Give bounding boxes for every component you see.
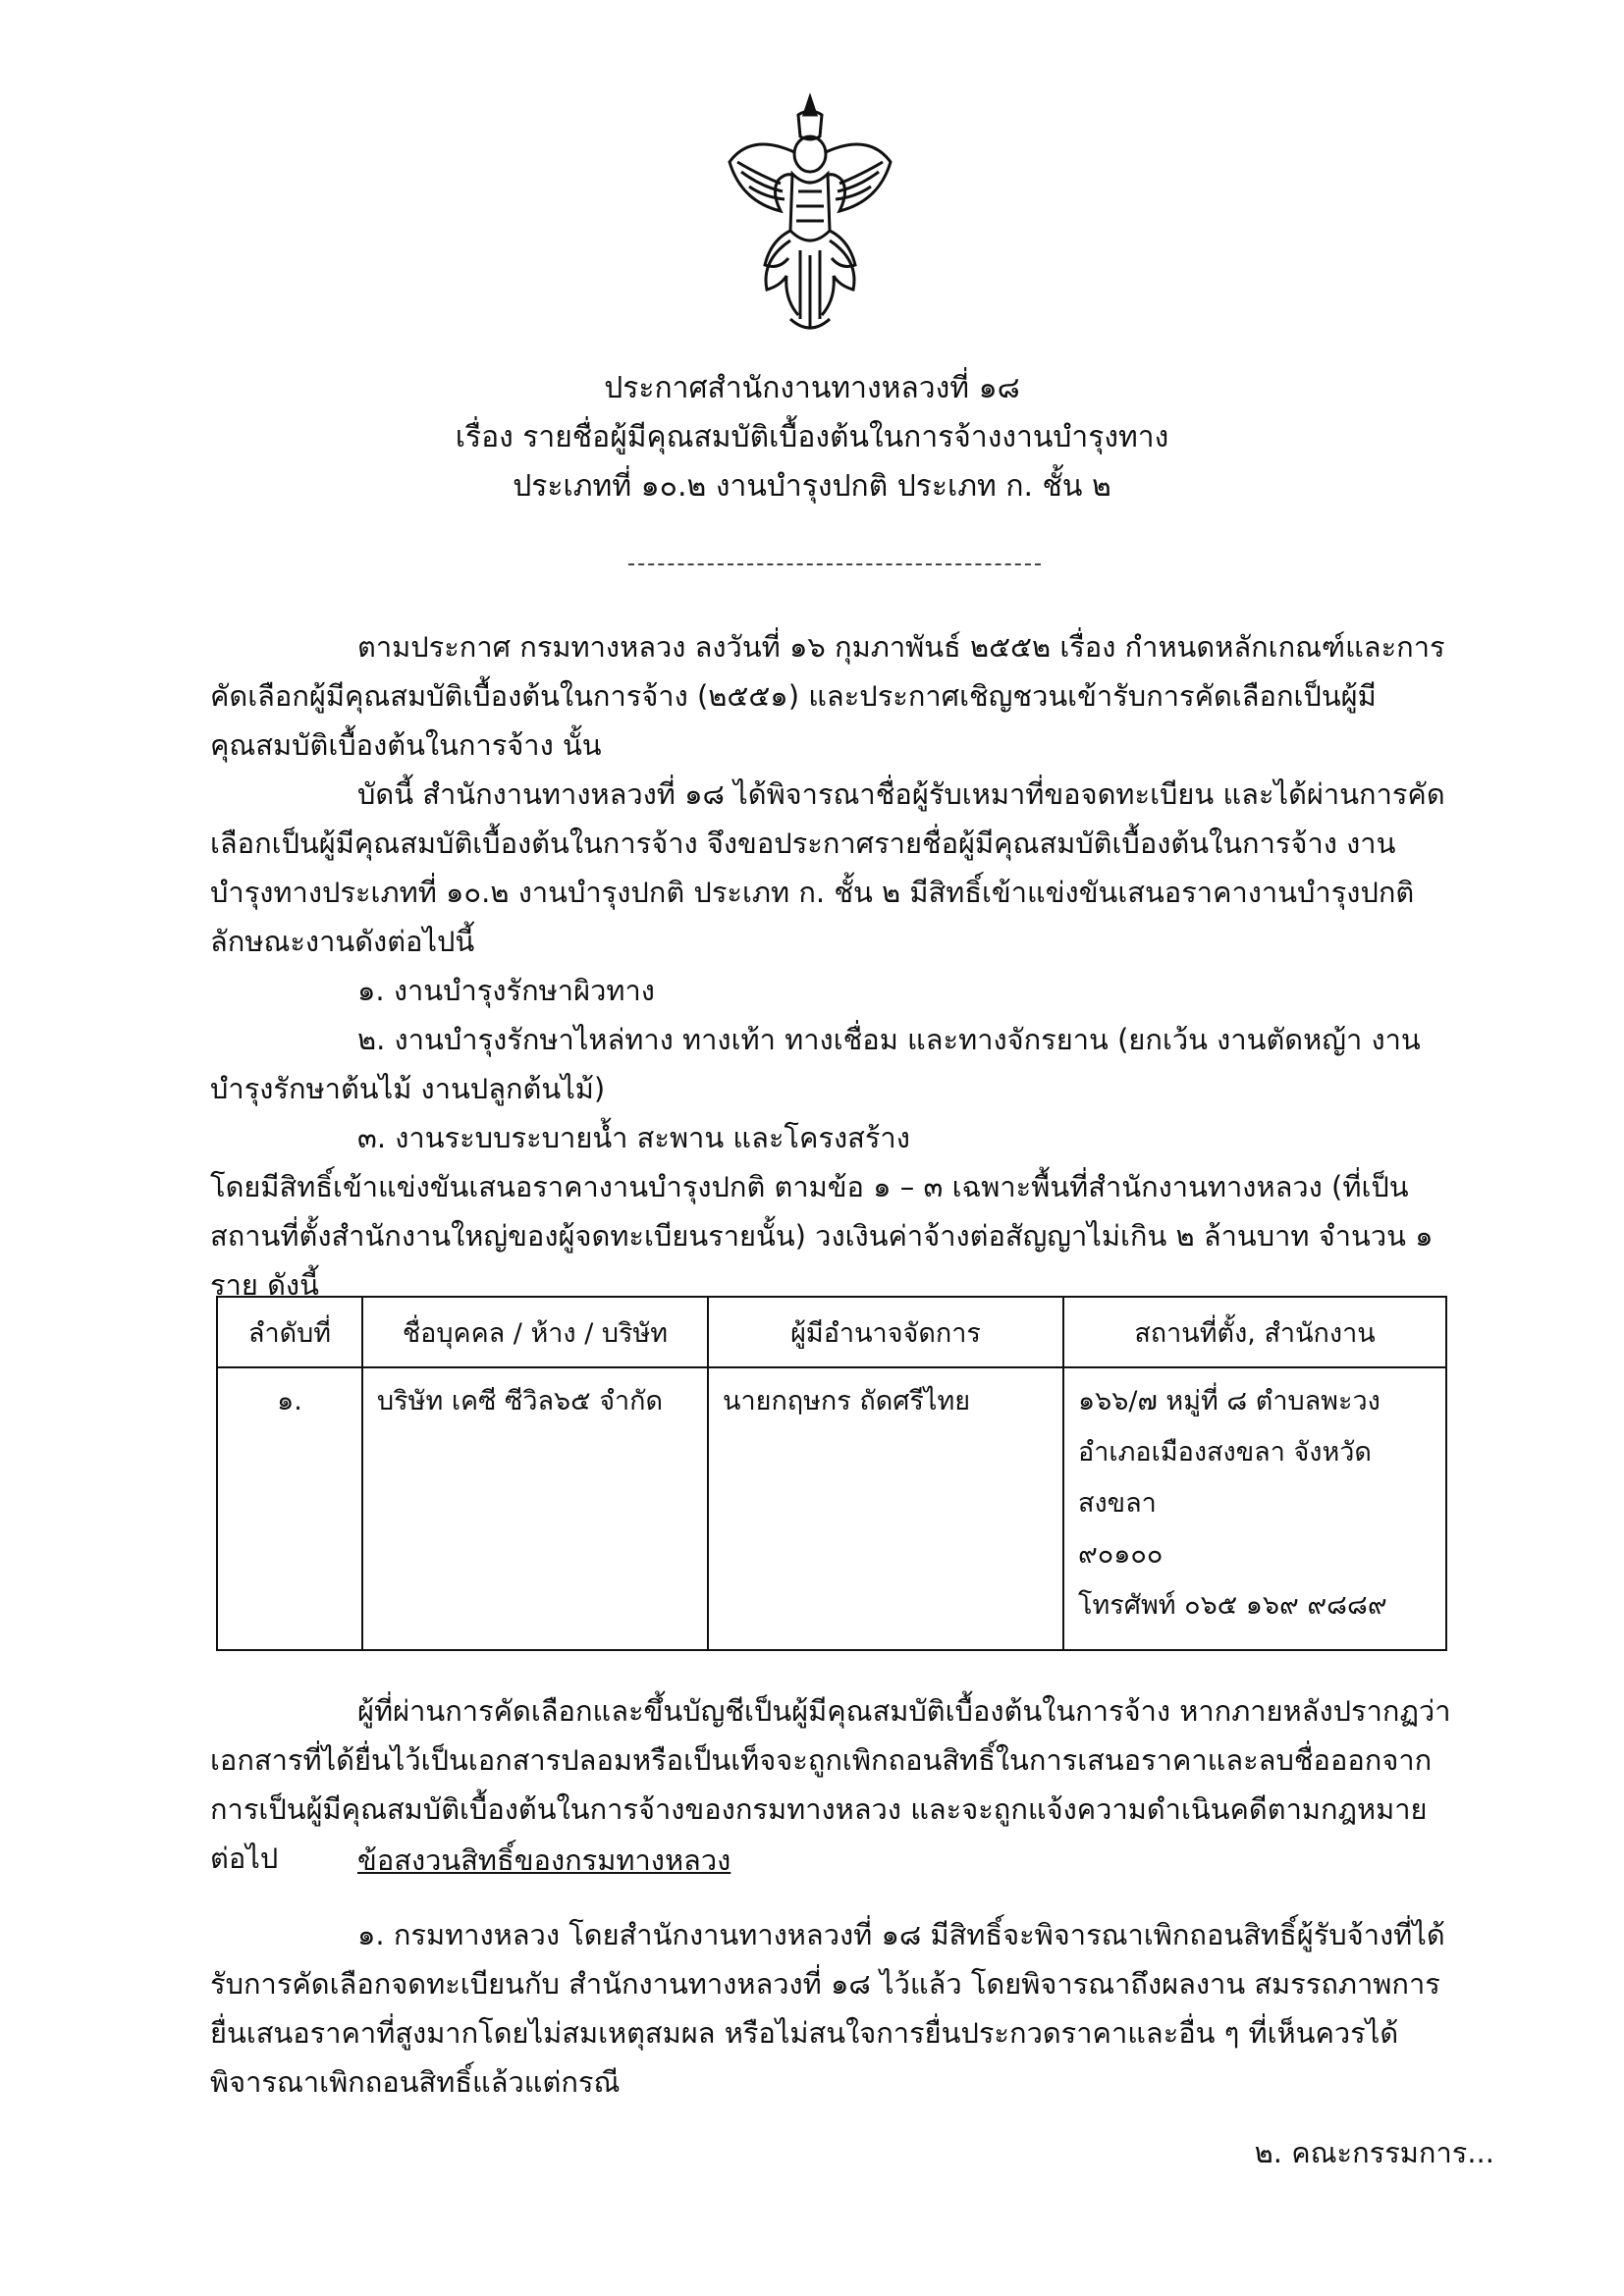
list-item-2: ๒. งานบำรุงรักษาไหล่ทาง ทางเท้า ทางเชื่อม และทางจักรยาน (ยกเว้น งานตัดหญ้า งานบำรุงรักษาต้นไม้ งานปลูกต้นไม้) xyxy=(210,1023,1421,1105)
announcement-title: ประกาศสำนักงานทางหลวงที่ ๑๘ xyxy=(604,371,1020,405)
table-header-row xyxy=(217,1297,1446,1367)
column-header-order: ลำดับที่ xyxy=(217,1297,362,1367)
garuda-emblem xyxy=(722,93,898,339)
cell-company-name: บริษัท เคซี ซีวิล๖๕ จำกัด xyxy=(362,1367,708,1650)
column-header-address: สถานที่ตั้ง, สำนักงาน xyxy=(1063,1297,1446,1367)
address-postcode: ๙๐๑๐๐ xyxy=(1078,1539,1164,1570)
column-header-name: ชื่อบุคคล / ห้าง / บริษัท xyxy=(362,1297,708,1367)
list-item-1: ๑. งานบำรุงรักษาผิวทาง xyxy=(357,974,655,1007)
paragraph-reserve-rights: ๑. กรมทางหลวง โดยสำนักงานทางหลวงที่ ๑๘ มีสิทธิ์จะพิจารณาเพิกถอนสิทธิ์ผู้รับจ้างที่ได้รับการคัดเลือกจดทะเบียนกับ สำนักงานทางหลวงที่ ๑๘ ไว้แล้ว โดยพิจารณาถึงผลงาน สมรรถภาพการยื่นเสนอราคาที่สูงมากโดยไม่สมเหตุสมผล หรือไม่สนใจการยื่นประกวดราคาและอื่น ๆ ที่เห็นควรได้พิจารณาเพิกถอนสิทธิ์แล้วแต่กรณี xyxy=(210,1918,1445,2099)
column-header-manager: ผู้มีอำนาจจัดการ xyxy=(708,1297,1063,1367)
address-phone: โทรศัพท์ ๐๖๕ ๑๖๙ ๙๘๘๙ xyxy=(1078,1590,1387,1621)
announcement-subject: เรื่อง รายชื่อผู้มีคุณสมบัติเบื้องต้นในการจ้างงานบำรุงทาง xyxy=(455,420,1169,454)
paragraph-announcement: บัดนี้ สำนักงานทางหลวงที่ ๑๘ ได้พิจารณาชื่อผู้รับเหมาที่ขอจดทะเบียน และได้ผ่านการคัดเลือกเป็นผู้มีคุณสมบัติเบื้องต้นในการจ้าง จึงขอประกาศรายชื่อผู้มีคุณสมบัติเบื้องต้นในการจ้าง งานบำรุงทางประเภทที่ ๑๐.๒ งานบำรุงปกติ ประเภท ก. ชั้น ๒ มีสิทธิ์เข้าแข่งขันเสนอราคางานบำรุงปกติลักษณะงานดังต่อไปนี้ xyxy=(210,777,1445,958)
dashed-divider xyxy=(628,563,1041,565)
announcement-category: ประเภทที่ ๑๐.๒ งานบำรุงปกติ ประเภท ก. ชั้น ๒ xyxy=(513,469,1111,504)
qualified-contractor-table xyxy=(216,1296,1447,1651)
cell-address xyxy=(1063,1367,1446,1650)
cell-manager: นายกฤษกร ถัดศรีไทย xyxy=(708,1367,1063,1650)
paragraph-warning: ผู้ที่ผ่านการคัดเลือกและขึ้นบัญชีเป็นผู้มีคุณสมบัติเบื้องต้นในการจ้าง หากภายหลังปรากฏว่าเอกสารที่ได้ยื่นไว้เป็นเอกสารปลอมหรือเป็นเท็จจะถูกเพิกถอนสิทธิ์ในการเสนอราคาและลบชื่อออกจากการเป็นผู้มีคุณสมบัติเบื้องต้นในการจ้างของกรมทางหลวง และจะถูกแจ้งความดำเนินคดีตามกฎหมายต่อไป xyxy=(210,1694,1451,1875)
reserve-rights-heading: ข้อสงวนสิทธิ์ของกรมทางหลวง xyxy=(357,1843,731,1877)
continued-footer: ๒. คณะกรรมการ... xyxy=(1254,2136,1494,2169)
address-line: ๑๖๖/๗ หมู่ที่ ๘ ตำบลพะวง xyxy=(1078,1386,1380,1416)
paragraph-eligibility: โดยมีสิทธิ์เข้าแข่งขันเสนอราคางานบำรุงปกติ ตามข้อ ๑ – ๓ เฉพาะพื้นที่สำนักงานทางหลวง (ที่เป็นสถานที่ตั้งสำนักงานใหญ่ของผู้จดทะเบียนรายนั้น) วงเงินค่าจ้างต่อสัญญาไม่เกิน ๒ ล้านบาท จำนวน ๑ ราย ดังนี้ xyxy=(210,1170,1434,1302)
list-item-3: ๓. งานระบบระบายน้ำ สะพาน และโครงสร้าง xyxy=(357,1121,910,1154)
cell-order: ๑. xyxy=(217,1367,362,1650)
paragraph-reference: ตามประกาศ กรมทางหลวง ลงวันที่ ๑๖ กุมภาพันธ์ ๒๕๕๒ เรื่อง กำหนดหลักเกณฑ์และการคัดเลือกผู้มีคุณสมบัติเบื้องต้นในการจ้าง (๒๕๕๑) และประกาศเชิญชวนเข้ารับการคัดเลือกเป็นผู้มีคุณสมบัติเบื้องต้นในการจ้าง นั้น xyxy=(210,630,1445,762)
table-row xyxy=(217,1367,1446,1650)
address-line: อำเภอเมืองสงขลา จังหวัดสงขลา xyxy=(1078,1437,1372,1519)
